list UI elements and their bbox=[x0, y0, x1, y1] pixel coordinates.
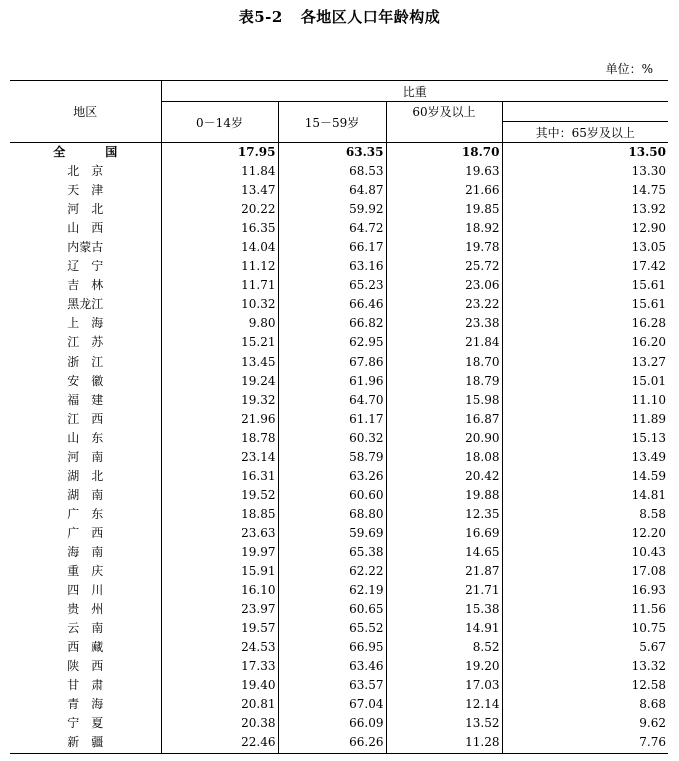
value-cell: 64.72 bbox=[278, 219, 386, 238]
value-cell: 63.35 bbox=[278, 143, 386, 163]
region-name: 江 西 bbox=[67, 411, 104, 426]
value-cell: 23.14 bbox=[161, 448, 278, 467]
table-row bbox=[10, 200, 668, 219]
value-cell: 10.43 bbox=[502, 543, 668, 562]
region-name: 全 国 bbox=[53, 145, 132, 160]
region-name: 吉 林 bbox=[67, 278, 104, 293]
value-cell: 17.08 bbox=[502, 562, 668, 581]
value-cell: 62.19 bbox=[278, 581, 386, 600]
table-row bbox=[10, 448, 668, 467]
value-cell: 13.30 bbox=[502, 162, 668, 181]
value-cell: 16.87 bbox=[386, 410, 502, 429]
value-cell: 62.95 bbox=[278, 333, 386, 352]
table-row bbox=[10, 505, 668, 524]
value-cell: 18.70 bbox=[386, 353, 502, 372]
table-row bbox=[10, 486, 668, 505]
table-row bbox=[10, 238, 668, 257]
value-cell: 12.58 bbox=[502, 676, 668, 695]
value-cell: 67.04 bbox=[278, 695, 386, 714]
value-cell: 18.70 bbox=[386, 143, 502, 163]
table-row bbox=[10, 410, 668, 429]
value-cell: 18.92 bbox=[386, 219, 502, 238]
table-row bbox=[10, 619, 668, 638]
table-row bbox=[10, 600, 668, 619]
value-cell: 10.75 bbox=[502, 619, 668, 638]
value-cell: 11.12 bbox=[161, 257, 278, 276]
region-name: 辽 宁 bbox=[67, 259, 104, 274]
value-cell: 19.52 bbox=[161, 486, 278, 505]
value-cell: 21.71 bbox=[386, 581, 502, 600]
value-cell: 65.52 bbox=[278, 619, 386, 638]
value-cell: 13.05 bbox=[502, 238, 668, 257]
value-cell: 10.32 bbox=[161, 295, 278, 314]
value-cell: 13.92 bbox=[502, 200, 668, 219]
header-group: 比重 bbox=[161, 81, 668, 102]
value-cell: 19.85 bbox=[386, 200, 502, 219]
table-number: 表5-2 bbox=[238, 8, 283, 26]
table-row bbox=[10, 314, 668, 333]
value-cell: 16.10 bbox=[161, 581, 278, 600]
value-cell: 21.84 bbox=[386, 333, 502, 352]
value-cell: 20.90 bbox=[386, 429, 502, 448]
value-cell: 63.57 bbox=[278, 676, 386, 695]
value-cell: 13.52 bbox=[386, 714, 502, 733]
value-cell: 7.76 bbox=[502, 733, 668, 753]
table-row bbox=[10, 353, 668, 372]
value-cell: 63.26 bbox=[278, 467, 386, 486]
table-row bbox=[10, 638, 668, 657]
value-cell: 66.95 bbox=[278, 638, 386, 657]
table-row bbox=[10, 257, 668, 276]
value-cell: 17.95 bbox=[161, 143, 278, 163]
value-cell: 13.45 bbox=[161, 353, 278, 372]
value-cell: 18.78 bbox=[161, 429, 278, 448]
table-row bbox=[10, 143, 668, 163]
region-name: 安 徽 bbox=[67, 373, 104, 388]
value-cell: 18.85 bbox=[161, 505, 278, 524]
region-name: 新 疆 bbox=[67, 735, 104, 750]
region-name: 天 津 bbox=[67, 183, 104, 198]
value-cell: 67.86 bbox=[278, 353, 386, 372]
table-row bbox=[10, 695, 668, 714]
region-name: 广 东 bbox=[67, 506, 104, 521]
header-col-0-14: 0－14岁 bbox=[161, 102, 278, 143]
value-cell: 61.96 bbox=[278, 372, 386, 391]
value-cell: 21.66 bbox=[386, 181, 502, 200]
value-cell: 20.38 bbox=[161, 714, 278, 733]
value-cell: 8.58 bbox=[502, 505, 668, 524]
value-cell: 11.10 bbox=[502, 391, 668, 410]
value-cell: 12.14 bbox=[386, 695, 502, 714]
value-cell: 23.97 bbox=[161, 600, 278, 619]
value-cell: 17.03 bbox=[386, 676, 502, 695]
region-name: 江 苏 bbox=[67, 335, 104, 350]
value-cell: 14.59 bbox=[502, 467, 668, 486]
region-name: 宁 夏 bbox=[67, 716, 104, 731]
value-cell: 16.31 bbox=[161, 467, 278, 486]
header-col-15-59: 15－59岁 bbox=[278, 102, 386, 143]
value-cell: 13.49 bbox=[502, 448, 668, 467]
value-cell: 21.87 bbox=[386, 562, 502, 581]
region-name: 河 北 bbox=[67, 202, 104, 217]
value-cell: 14.75 bbox=[502, 181, 668, 200]
value-cell: 18.08 bbox=[386, 448, 502, 467]
table-row bbox=[10, 657, 668, 676]
unit-label: 单位：% bbox=[605, 62, 653, 76]
value-cell: 15.91 bbox=[161, 562, 278, 581]
value-cell: 11.71 bbox=[161, 276, 278, 295]
table-row bbox=[10, 581, 668, 600]
value-cell: 64.87 bbox=[278, 181, 386, 200]
value-cell: 19.88 bbox=[386, 486, 502, 505]
value-cell: 58.79 bbox=[278, 448, 386, 467]
table-row bbox=[10, 333, 668, 352]
header-region: 地区 bbox=[10, 81, 161, 143]
value-cell: 22.46 bbox=[161, 733, 278, 753]
value-cell: 15.01 bbox=[502, 372, 668, 391]
value-cell: 66.82 bbox=[278, 314, 386, 333]
value-cell: 16.35 bbox=[161, 219, 278, 238]
value-cell: 23.06 bbox=[386, 276, 502, 295]
value-cell: 61.17 bbox=[278, 410, 386, 429]
value-cell: 21.96 bbox=[161, 410, 278, 429]
value-cell: 14.04 bbox=[161, 238, 278, 257]
value-cell: 59.92 bbox=[278, 200, 386, 219]
value-cell: 13.27 bbox=[502, 353, 668, 372]
value-cell: 23.38 bbox=[386, 314, 502, 333]
value-cell: 16.93 bbox=[502, 581, 668, 600]
table-row bbox=[10, 162, 668, 181]
table-row bbox=[10, 295, 668, 314]
region-name: 浙 江 bbox=[67, 354, 104, 369]
region-name: 河 南 bbox=[67, 449, 104, 464]
value-cell: 14.65 bbox=[386, 543, 502, 562]
table-row bbox=[10, 562, 668, 581]
region-name: 云 南 bbox=[67, 621, 104, 636]
value-cell: 12.35 bbox=[386, 505, 502, 524]
value-cell: 63.16 bbox=[278, 257, 386, 276]
value-cell: 19.97 bbox=[161, 543, 278, 562]
value-cell: 9.80 bbox=[161, 314, 278, 333]
table-row bbox=[10, 524, 668, 543]
region-name: 西 藏 bbox=[67, 640, 104, 655]
value-cell: 68.53 bbox=[278, 162, 386, 181]
header-col-60plus: 60岁及以上 bbox=[386, 102, 502, 122]
value-cell: 9.62 bbox=[502, 714, 668, 733]
value-cell: 19.24 bbox=[161, 372, 278, 391]
region-name: 山 西 bbox=[67, 221, 104, 236]
value-cell: 19.57 bbox=[161, 619, 278, 638]
header-col-65plus: 其中：65岁及以上 bbox=[502, 122, 668, 143]
value-cell: 23.63 bbox=[161, 524, 278, 543]
value-cell: 65.38 bbox=[278, 543, 386, 562]
value-cell: 19.63 bbox=[386, 162, 502, 181]
region-name: 北 京 bbox=[67, 164, 104, 179]
table-row bbox=[10, 372, 668, 391]
value-cell: 23.22 bbox=[386, 295, 502, 314]
region-name: 山 东 bbox=[67, 430, 104, 445]
value-cell: 15.13 bbox=[502, 429, 668, 448]
value-cell: 20.81 bbox=[161, 695, 278, 714]
value-cell: 15.61 bbox=[502, 276, 668, 295]
region-name: 湖 南 bbox=[67, 487, 104, 502]
region-name: 青 海 bbox=[67, 697, 104, 712]
value-cell: 14.81 bbox=[502, 486, 668, 505]
table-title-text: 各地区人口年龄构成 bbox=[300, 8, 441, 26]
table-row bbox=[10, 543, 668, 562]
value-cell: 15.61 bbox=[502, 295, 668, 314]
value-cell: 16.28 bbox=[502, 314, 668, 333]
header-col-60plus-lower bbox=[386, 122, 502, 143]
value-cell: 66.46 bbox=[278, 295, 386, 314]
value-cell: 62.22 bbox=[278, 562, 386, 581]
value-cell: 13.50 bbox=[502, 143, 668, 163]
table-title bbox=[0, 6, 679, 27]
value-cell: 15.21 bbox=[161, 333, 278, 352]
table-row bbox=[10, 467, 668, 486]
value-cell: 12.90 bbox=[502, 219, 668, 238]
value-cell: 19.40 bbox=[161, 676, 278, 695]
value-cell: 63.46 bbox=[278, 657, 386, 676]
table-row bbox=[10, 733, 668, 753]
table-row bbox=[10, 276, 668, 295]
value-cell: 5.67 bbox=[502, 638, 668, 657]
value-cell: 13.47 bbox=[161, 181, 278, 200]
value-cell: 25.72 bbox=[386, 257, 502, 276]
header-spacer bbox=[502, 102, 668, 122]
age-structure-table bbox=[10, 80, 668, 754]
value-cell: 24.53 bbox=[161, 638, 278, 657]
table-row bbox=[10, 391, 668, 410]
value-cell: 19.32 bbox=[161, 391, 278, 410]
value-cell: 11.28 bbox=[386, 733, 502, 753]
value-cell: 18.79 bbox=[386, 372, 502, 391]
table-row bbox=[10, 714, 668, 733]
value-cell: 20.22 bbox=[161, 200, 278, 219]
value-cell: 66.09 bbox=[278, 714, 386, 733]
value-cell: 8.52 bbox=[386, 638, 502, 657]
value-cell: 11.89 bbox=[502, 410, 668, 429]
value-cell: 16.69 bbox=[386, 524, 502, 543]
region-name: 内蒙古 bbox=[67, 240, 104, 255]
region-name: 福 建 bbox=[67, 392, 104, 407]
value-cell: 15.98 bbox=[386, 391, 502, 410]
value-cell: 60.60 bbox=[278, 486, 386, 505]
table-row bbox=[10, 219, 668, 238]
region-name: 重 庆 bbox=[67, 564, 104, 579]
value-cell: 20.42 bbox=[386, 467, 502, 486]
value-cell: 19.20 bbox=[386, 657, 502, 676]
region-name: 上 海 bbox=[67, 316, 104, 331]
table-row bbox=[10, 429, 668, 448]
region-name: 湖 北 bbox=[67, 468, 104, 483]
region-name: 海 南 bbox=[67, 545, 104, 559]
value-cell: 15.38 bbox=[386, 600, 502, 619]
value-cell: 14.91 bbox=[386, 619, 502, 638]
value-cell: 16.20 bbox=[502, 333, 668, 352]
value-cell: 64.70 bbox=[278, 391, 386, 410]
region-name: 贵 州 bbox=[67, 602, 104, 617]
table-row bbox=[10, 676, 668, 695]
region-name: 黑龙江 bbox=[67, 297, 104, 312]
value-cell: 68.80 bbox=[278, 505, 386, 524]
region-name: 甘 肃 bbox=[67, 678, 104, 693]
value-cell: 65.23 bbox=[278, 276, 386, 295]
region-name: 陕 西 bbox=[67, 659, 104, 674]
value-cell: 12.20 bbox=[502, 524, 668, 543]
value-cell: 59.69 bbox=[278, 524, 386, 543]
value-cell: 8.68 bbox=[502, 695, 668, 714]
value-cell: 60.65 bbox=[278, 600, 386, 619]
value-cell: 19.78 bbox=[386, 238, 502, 257]
value-cell: 66.26 bbox=[278, 733, 386, 753]
value-cell: 13.32 bbox=[502, 657, 668, 676]
table-body bbox=[10, 143, 668, 754]
region-name: 四 川 bbox=[67, 583, 104, 598]
table-row bbox=[10, 181, 668, 200]
value-cell: 11.56 bbox=[502, 600, 668, 619]
value-cell: 66.17 bbox=[278, 238, 386, 257]
value-cell: 17.42 bbox=[502, 257, 668, 276]
value-cell: 60.32 bbox=[278, 429, 386, 448]
region-name: 广 西 bbox=[67, 525, 104, 540]
value-cell: 11.84 bbox=[161, 162, 278, 181]
value-cell: 17.33 bbox=[161, 657, 278, 676]
